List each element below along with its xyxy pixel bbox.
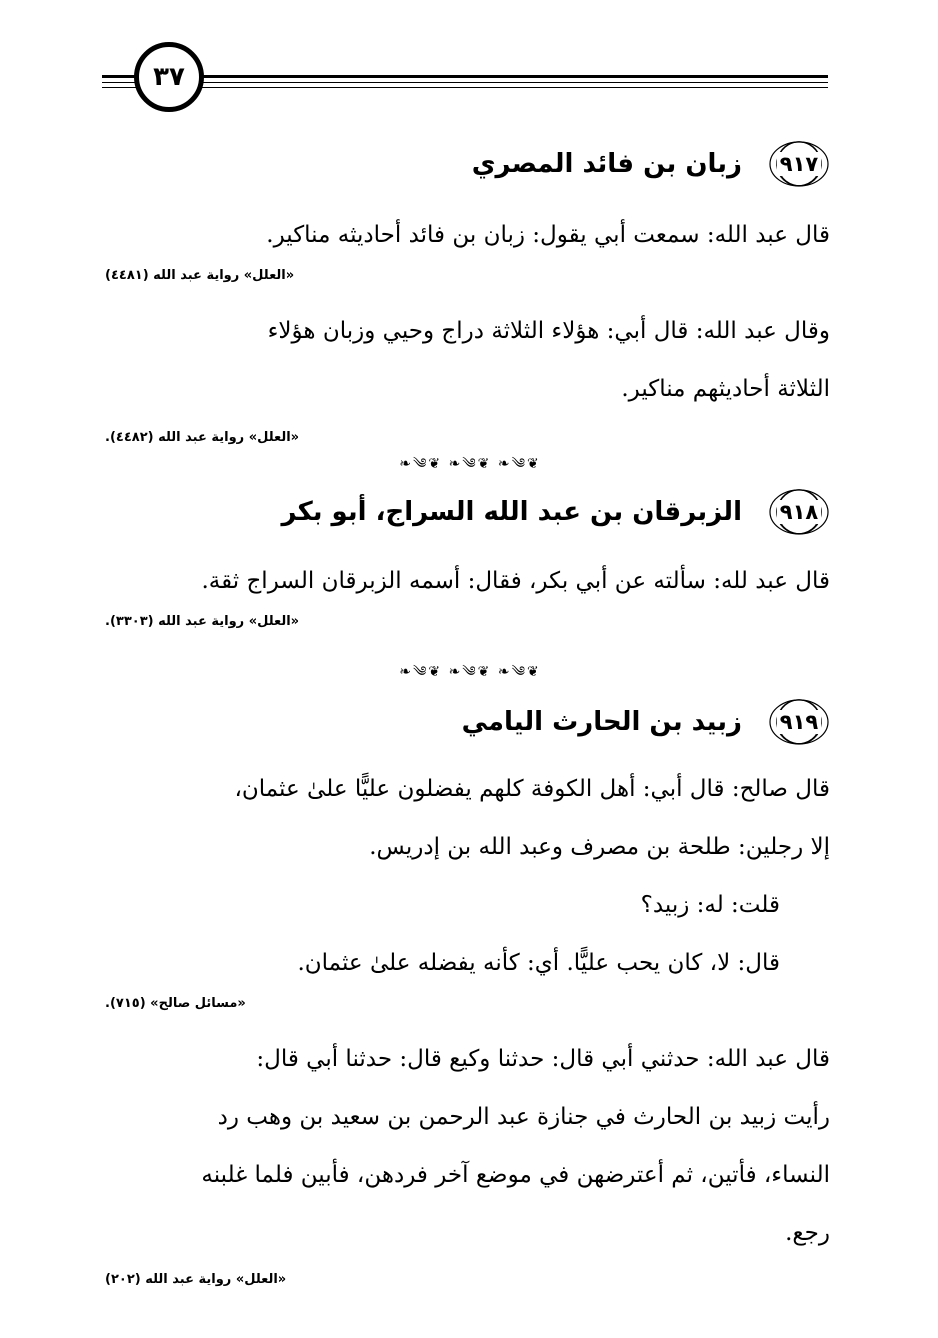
text-line: وقال عبد الله: قال أبي: هؤلاء الثلاثة دراج وحيي وزبان هؤلاء <box>267 318 830 344</box>
source-citation: «العلل» رواية عبد الله (٣٣٠٣). <box>105 614 300 629</box>
section-divider: ❧༄❦ ❧༄❦ ❧༄❦ <box>399 456 541 472</box>
source-citation: «العلل» رواية عبد الله (٤٤٨١) <box>105 268 295 283</box>
page-header <box>102 42 828 122</box>
paragraph <box>105 760 830 876</box>
paragraph <box>105 206 830 264</box>
text-line: قال عبد الله: حدثني أبي قال: حدثنا وكيع قال: حدثنا أبي قال: <box>256 1046 830 1072</box>
source-citation: «العلل» رواية عبد الله (٢٠٢) <box>105 1272 287 1287</box>
page-number: ٣٧ <box>153 62 185 92</box>
entry-917 <box>105 138 830 450</box>
entry-header <box>105 138 830 190</box>
paragraph <box>105 1030 830 1262</box>
text-line: رجع. <box>785 1220 830 1246</box>
page-number-badge <box>134 42 204 112</box>
text-line: قال عبد الله: سمعت أبي يقول: زبان بن فائد أحاديثه مناكير. <box>266 222 830 248</box>
header-rule <box>102 82 828 83</box>
text-line: الثلاثة أحاديثهم مناكير. <box>621 376 830 402</box>
entry-number: ٩١٩ <box>777 710 821 734</box>
entry-title: زبان بن فائد المصري <box>471 149 742 179</box>
paragraph <box>105 552 830 610</box>
paragraph <box>105 302 830 418</box>
paragraph <box>105 934 830 992</box>
text-line: قلت: له: زبيد؟ <box>640 892 780 918</box>
text-line: قال: لا، كان يحب عليًّا. أي: كأنه يفضله علىٰ عثمان. <box>297 950 780 976</box>
entry-title: زبيد بن الحارث اليامي <box>461 707 742 737</box>
entry-918 <box>105 486 830 634</box>
text-line: قال صالح: قال أبي: أهل الكوفة كلهم يفضلون عليًّا علىٰ عثمان، <box>234 776 830 802</box>
entry-number-badge <box>768 696 830 748</box>
text-line: إلا رجلين: طلحة بن مصرف وعبد الله بن إدريس. <box>369 834 830 860</box>
entry-number: ٩١٧ <box>777 152 821 176</box>
section-divider: ❧༄❦ ❧༄❦ ❧༄❦ <box>399 664 541 680</box>
entry-title: الزبرقان بن عبد الله السراج، أبو بكر <box>281 497 742 527</box>
source-citation: «العلل» رواية عبد الله (٤٤٨٢). <box>105 430 300 445</box>
entry-number-badge <box>768 486 830 538</box>
entry-number-badge <box>768 138 830 190</box>
text-line: قال عبد لله: سألته عن أبي بكر، فقال: أسمه الزبرقان السراج ثقة. <box>201 568 830 594</box>
entry-header <box>105 486 830 538</box>
header-rule <box>102 87 828 88</box>
header-rule <box>102 75 828 78</box>
text-line: رأيت زبيد بن الحارث في جنازة عبد الرحمن بن سعيد بن وهب رد <box>217 1104 830 1130</box>
source-citation: «مسائل صالح» (٧١٥). <box>105 996 246 1011</box>
entry-number: ٩١٨ <box>777 500 821 524</box>
entry-header <box>105 696 830 748</box>
entry-919 <box>105 696 830 1292</box>
text-line: النساء، فأتين، ثم أعترضهن في موضع آخر فردهن، فأبين فلما غلبنه <box>201 1162 830 1188</box>
paragraph <box>105 876 830 934</box>
